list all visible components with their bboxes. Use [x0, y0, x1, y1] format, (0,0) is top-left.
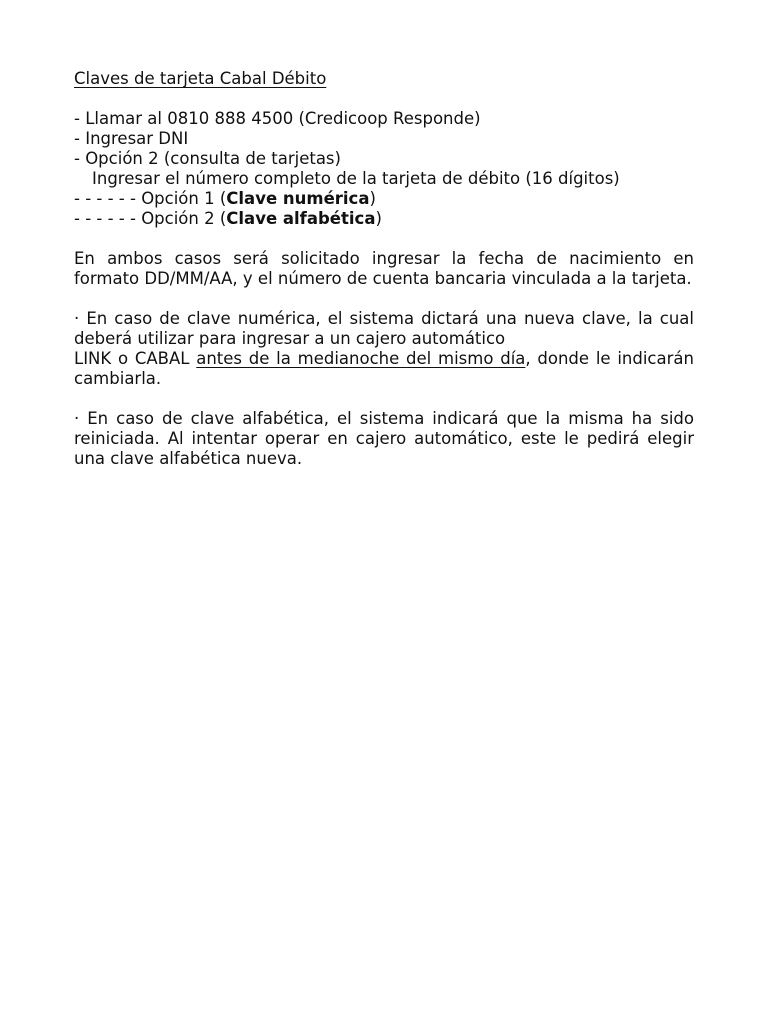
step-call: - Llamar al 0810 888 4500 (Credicoop Responde) — [74, 109, 481, 128]
paragraph-alphabetic-key: · En caso de clave alfabética, el sistema indicará que la misma ha sido reiniciada. Al intentar operar en cajero automático, este le pedirá elegir una clave alfabética nueva. — [74, 409, 694, 468]
spacer — [74, 289, 694, 309]
option-alphabetic — [74, 209, 694, 229]
option-alphabetic-suffix: ) — [375, 209, 382, 228]
spacer — [74, 89, 694, 109]
document-content — [74, 69, 694, 469]
step-option-2: - Opción 2 (consulta de tarjetas) — [74, 149, 341, 168]
document-title: Claves de tarjeta Cabal Débito — [74, 69, 327, 88]
paragraph-numeric-key-line1: · En caso de clave numérica, el sistema dictará una nueva clave, la cual deberá utilizar para ingresar a un cajero automático — [74, 309, 694, 348]
paragraph-birthdate: En ambos casos será solicitado ingresar la fecha de nacimiento en formato DD/MM/AA, y el número de cuenta bancaria vinculada a la tarjeta. — [74, 249, 694, 288]
paragraph-numeric-key-line2 — [74, 349, 694, 389]
paragraph-numeric-key-start: LINK o CABAL — [74, 349, 197, 368]
option-numeric — [74, 189, 694, 209]
paragraph-numeric-key — [74, 309, 694, 389]
option-numeric-prefix: - - - - - - Opción 1 ( — [74, 189, 227, 208]
option-alphabetic-label: Clave alfabética — [226, 209, 376, 228]
option-numeric-label: Clave numérica — [226, 189, 370, 208]
step-dni: - Ingresar DNI — [74, 129, 189, 148]
step-card-number: Ingresar el número completo de la tarjeta de débito (16 dígitos) — [92, 169, 620, 188]
spacer — [74, 229, 694, 249]
option-alphabetic-prefix: - - - - - - Opción 2 ( — [74, 209, 227, 228]
option-numeric-suffix: ) — [369, 189, 376, 208]
paragraph-numeric-key-end: , donde le indicarán cambiarla. — [74, 349, 694, 388]
deadline-underlined: antes de la medianoche del mismo día — [196, 349, 526, 368]
spacer — [74, 389, 694, 409]
